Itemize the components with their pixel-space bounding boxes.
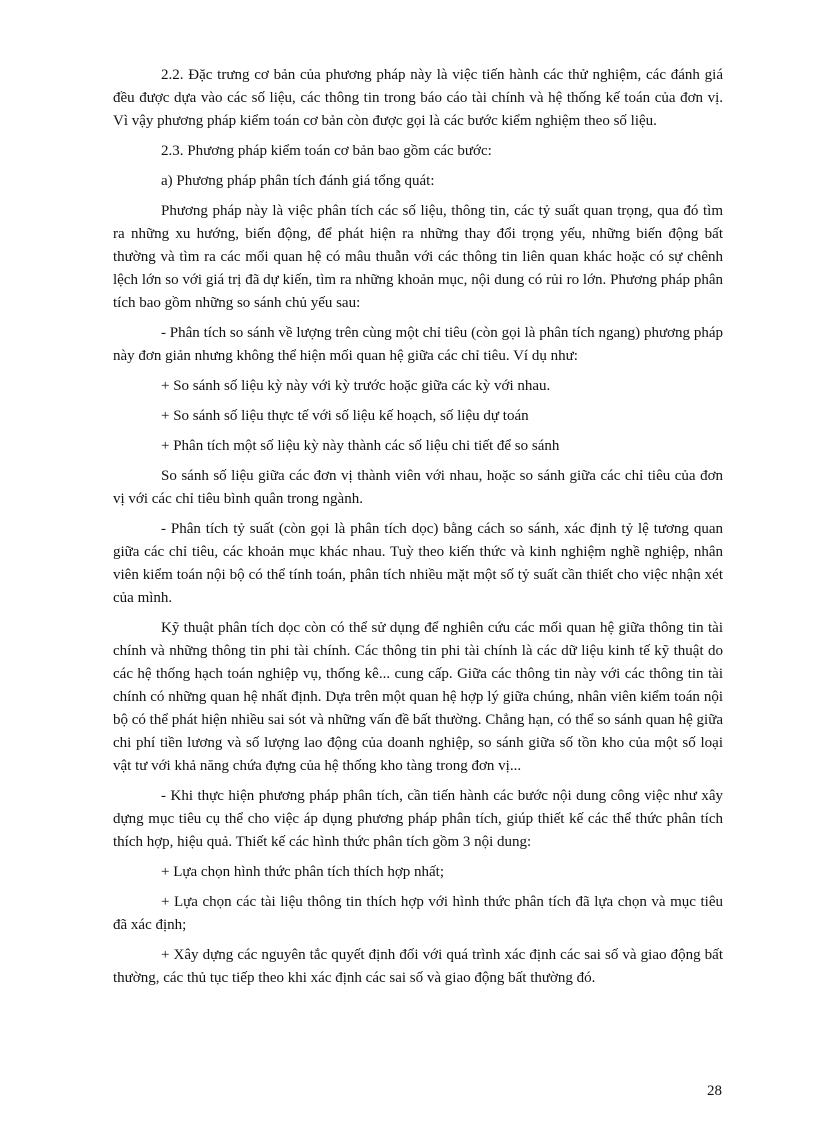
paragraph-2-2: 2.2. Đặc trưng cơ bản của phương pháp này là việc tiến hành các thử nghiệm, các đánh giá đều được dựa vào các số liệu, các thông tin trong báo cáo tài chính và hệ thống kế toán của đơn vị. Vì vậy phương pháp kiểm toán cơ bản còn được gọi là các bước kiểm nghiệm theo số liệu.	[113, 67, 723, 129]
paragraph-compare-units: So sánh số liệu giữa các đơn vị thành viên với nhau, hoặc so sánh giữa các chỉ tiêu của đơn vị với các chỉ tiêu bình quân trong ngành.	[113, 468, 723, 507]
paragraph-2-3: 2.3. Phương pháp kiểm toán cơ bản bao gồm các bước:	[161, 143, 492, 159]
list-item-detail-analysis: + Phân tích một số liệu kỳ này thành các số liệu chi tiết để so sánh	[161, 438, 560, 454]
paragraph-method-description: Phương pháp này là việc phân tích các số liệu, thông tin, các tỷ suất quan trọng, qua đó tìm ra những xu hướng, biến động, để phát hiện ra những thay đổi trọng yếu, những biến động bất thường và tìm ra các mối quan hệ có mâu thuẫn với các thông tin liên quan khác hoặc có sự chênh lệch lớn so với giá trị đã dự kiến, tìm ra những khoản mục, nội dung có rủi ro lớn. Phương pháp phân tích bao gồm những so sánh chủ yếu sau:	[113, 203, 723, 311]
list-item-compare-periods: + So sánh số liệu kỳ này với kỳ trước hoặc giữa các kỳ với nhau.	[161, 378, 551, 394]
page-number: 28	[707, 1083, 722, 1099]
paragraph-horizontal-analysis: - Phân tích so sánh về lượng trên cùng một chỉ tiêu (còn gọi là phân tích ngang) phương pháp này đơn giản nhưng không thể hiện mối quan hệ giữa các chỉ tiêu. Ví dụ như:	[113, 325, 723, 364]
paragraph-analysis-steps: - Khi thực hiện phương pháp phân tích, cần tiến hành các bước nội dung công việc như xây dựng mục tiêu cụ thể cho việc áp dụng phương pháp phân tích, giúp thiết kế các thể thức phân tích thích hợp, hiệu quả. Thiết kế các hình thức phân tích gồm 3 nội dung:	[113, 788, 723, 850]
paragraph-vertical-technique: Kỹ thuật phân tích dọc còn có thể sử dụng để nghiên cứu các mối quan hệ giữa thông tin tài chính và những thông tin phi tài chính. Các thông tin phi tài chính là các dữ liệu kinh tế kỹ thuật do các hệ thống hạch toán nghiệp vụ, thống kê... cung cấp. Giữa các thông tin này với các thông tin tài chính có những quan hệ nhất định. Dựa trên một quan hệ hợp lý giữa chúng, nhân viên kiểm toán nội bộ có thể phát hiện nhiều sai sót và những vấn đề bất thường. Chẳng hạn, có thể so sánh quan hệ giữa chi phí tiền lương và số lượng lao động của doanh nghiệp, so sánh giữa số tồn kho của một số loại vật tư với khả năng chứa đựng của hệ thống kho tàng trong đơn vị...	[113, 620, 723, 774]
paragraph-a-heading: a) Phương pháp phân tích đánh giá tổng quát:	[161, 173, 435, 189]
list-item-choose-documents: + Lựa chọn các tài liệu thông tin thích hợp với hình thức phân tích đã lựa chọn và mục tiêu đã xác định;	[113, 894, 723, 933]
list-item-compare-plan: + So sánh số liệu thực tế với số liệu kế hoạch, số liệu dự toán	[161, 408, 529, 424]
list-item-build-principles: + Xây dựng các nguyên tắc quyết định đối với quá trình xác định các sai số và giao động bất thường, các thủ tục tiếp theo khi xác định các sai số và giao động bất thường đó.	[113, 947, 723, 986]
body-text	[113, 64, 723, 997]
paragraph-ratio-analysis: - Phân tích tỷ suất (còn gọi là phân tích dọc) bằng cách so sánh, xác định tỷ lệ tương quan giữa các chỉ tiêu, các khoản mục khác nhau. Tuỳ theo kiến thức và kinh nghiệm nghề nghiệp, nhân viên kiểm toán nội bộ có thể tính toán, phân tích nhiều mặt một số tỷ suất cần thiết cho việc nhận xét của mình.	[113, 521, 723, 606]
list-item-choose-form: + Lựa chọn hình thức phân tích thích hợp nhất;	[161, 864, 445, 880]
